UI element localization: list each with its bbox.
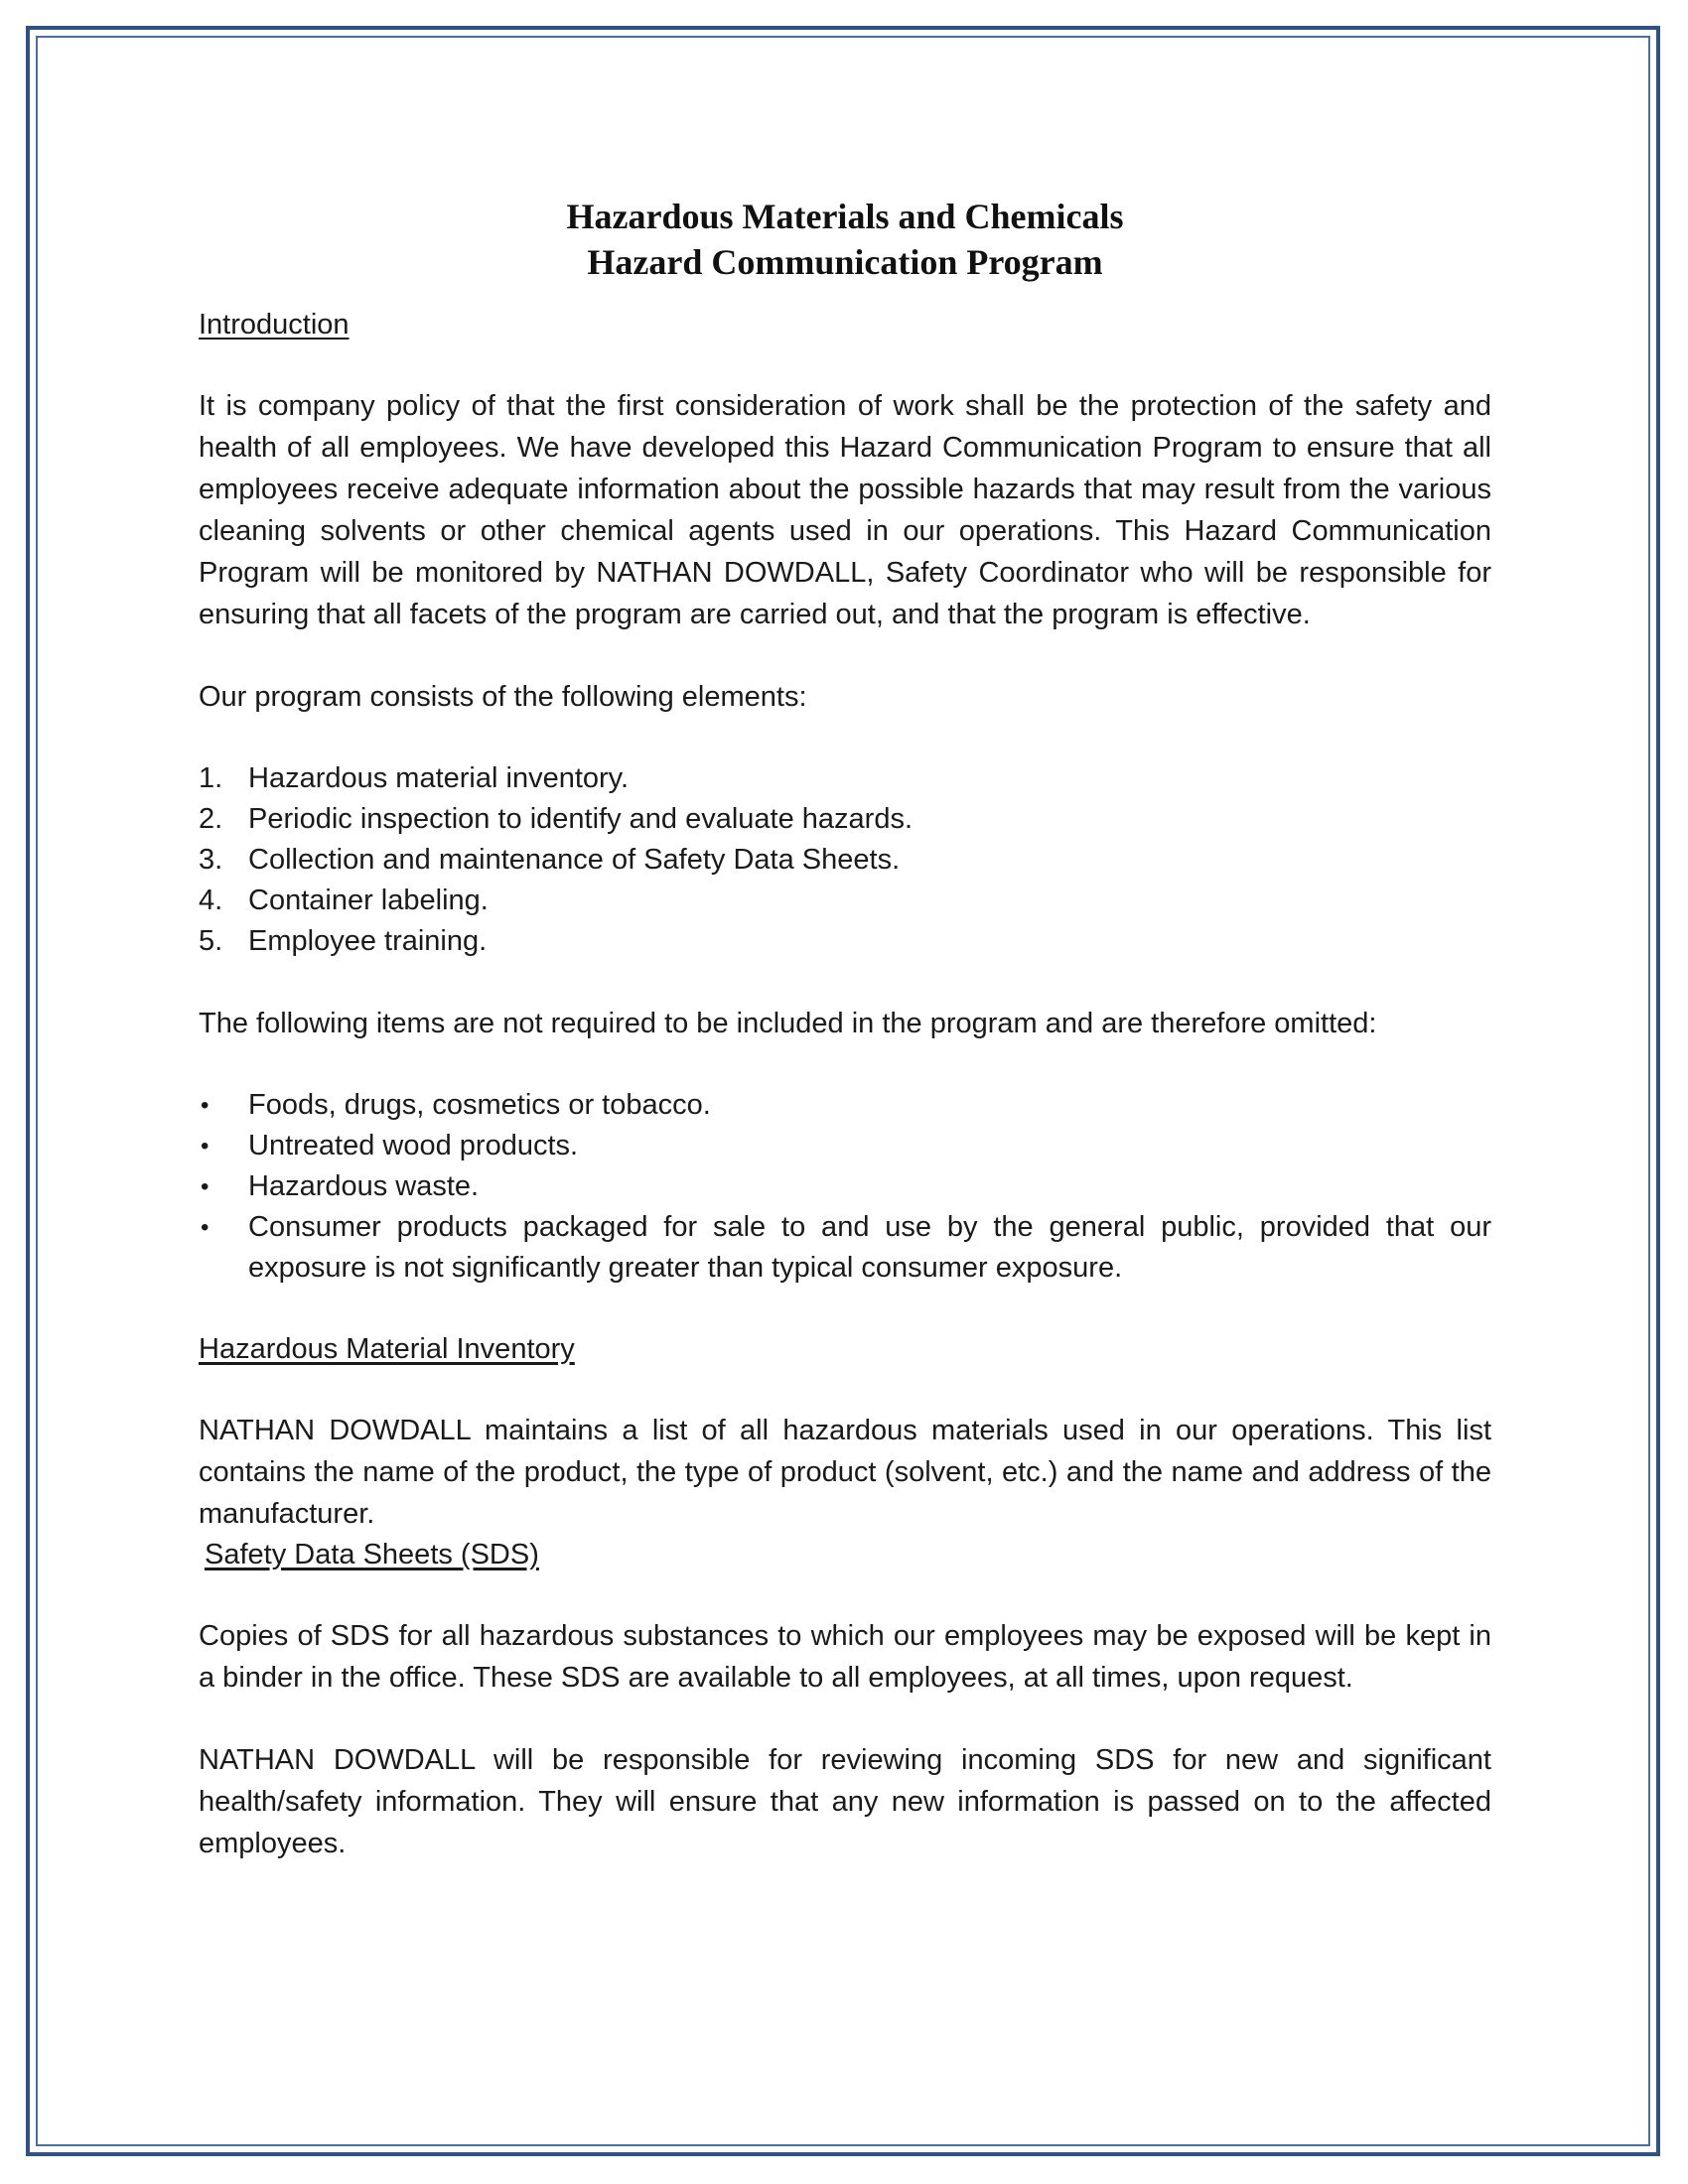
- list-item: • Hazardous waste.: [199, 1166, 1491, 1207]
- bullet-icon: •: [201, 1133, 210, 1160]
- list-item: 5. Employee training.: [199, 925, 488, 957]
- bullet-icon: •: [201, 1173, 210, 1200]
- omitted-lead: The following items are not required to be included in the program and are therefore omitted:: [199, 1008, 1377, 1039]
- sds-paragraph-2: NATHAN DOWDALL will be responsible for reviewing incoming SDS for new and significant health/safety information. They will ensure that any new information is passed on to the affected employees.: [199, 1744, 1491, 1859]
- inventory-paragraph: NATHAN DOWDALL maintains a list of all hazardous materials used in our operations. This list contains the name of the product, the type of product (solvent, etc.) and the name and address of the manufacturer.: [199, 1415, 1491, 1530]
- title-line-2: Hazard Communication Program: [587, 242, 1103, 282]
- sds-paragraph-1: Copies of SDS for all hazardous substances to which our employees may be exposed will be kept in a binder in the office. These SDS are available to all employees, at all times, upon request.: [199, 1620, 1491, 1694]
- document-body: [199, 194, 1491, 1864]
- list-item: 4. Container labeling.: [199, 885, 489, 916]
- title-line-1: Hazardous Materials and Chemicals: [566, 197, 1124, 236]
- list-item: • Consumer products packaged for sale to and use by the general public, provided that our exposure is not significantly greater than typical consumer exposure.: [199, 1207, 1491, 1289]
- sds-heading: Safety Data Sheets (SDS): [205, 1539, 539, 1570]
- elements-lead: Our program consists of the following elements:: [199, 681, 807, 713]
- inventory-heading: Hazardous Material Inventory: [199, 1333, 575, 1365]
- list-item: • Untreated wood products.: [199, 1126, 1491, 1166]
- introduction-paragraph: It is company policy of that the first consideration of work shall be the protection of the safety and health of all employees. We have developed this Hazard Communication Program to ensure that all employees receive adequate information about the possible hazards that may result from the various cleaning solvents or other chemical agents used in our operations. This Hazard Communication Program will be monitored by NATHAN DOWDALL, Safety Coordinator who will be responsible for ensuring that all facets of the program are carried out, and that the program is effective.: [199, 390, 1491, 630]
- omitted-items-list: [199, 1085, 1491, 1289]
- list-item: • Foods, drugs, cosmetics or tobacco.: [199, 1085, 1491, 1126]
- introduction-heading: Introduction: [199, 309, 350, 341]
- list-item: 1. Hazardous material inventory.: [199, 762, 630, 794]
- document-title: [199, 194, 1491, 285]
- bullet-icon: •: [201, 1214, 210, 1241]
- list-item: 2. Periodic inspection to identify and evaluate hazards.: [199, 803, 914, 835]
- program-elements-list: [199, 758, 1491, 962]
- bullet-icon: •: [201, 1092, 210, 1119]
- list-item: 3. Collection and maintenance of Safety Data Sheets.: [199, 844, 901, 876]
